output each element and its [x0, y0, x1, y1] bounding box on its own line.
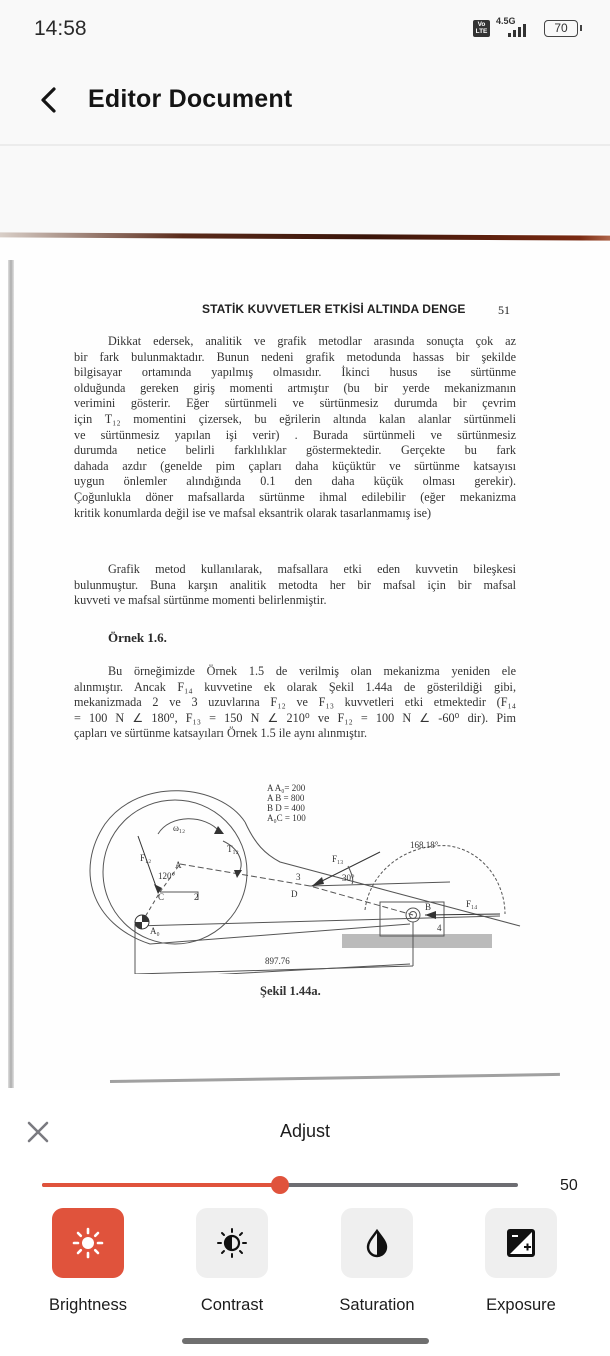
svg-text:D: D	[291, 889, 298, 899]
adjust-tools	[0, 1208, 610, 1318]
running-head: STATİK KUVVETLER ETKİSİ ALTINDA DENGE	[202, 302, 466, 316]
svg-text:A B = 800: A B = 800	[267, 793, 305, 803]
status-bar	[0, 0, 610, 60]
mechanism-figure	[80, 774, 540, 974]
svg-text:897.76: 897.76	[265, 956, 290, 966]
svg-text:168.18°: 168.18°	[410, 840, 439, 850]
saturation-drop-icon	[362, 1228, 392, 1258]
svg-text:A: A	[175, 860, 182, 870]
tool-brightness[interactable]	[38, 1208, 138, 1315]
svg-text:F₁₂: F₁₂	[140, 853, 152, 863]
svg-text:A₀C = 100: A₀C = 100	[267, 813, 306, 823]
status-time: 14:58	[34, 17, 87, 40]
tool-label: Contrast	[200, 1296, 264, 1314]
home-indicator[interactable]	[182, 1338, 429, 1344]
adjust-slider[interactable]	[42, 1176, 518, 1194]
app-bar	[0, 60, 610, 146]
document-page-image	[0, 234, 610, 1090]
svg-text:B D = 400: B D = 400	[267, 803, 305, 813]
slider-value: 50	[560, 1177, 578, 1194]
brightness-icon	[71, 1226, 105, 1260]
example-title: Örnek 1.6.	[108, 630, 167, 645]
back-button[interactable]	[30, 82, 66, 118]
tool-saturation[interactable]	[327, 1208, 427, 1315]
svg-text:30°: 30°	[342, 873, 355, 883]
status-icons	[473, 18, 578, 38]
svg-text:F₁₄: F₁₄	[466, 899, 478, 909]
tool-label: Saturation	[339, 1296, 415, 1314]
tool-exposure[interactable]	[471, 1208, 571, 1315]
document-preview[interactable]	[0, 148, 610, 1090]
slider-fill	[42, 1183, 280, 1187]
svg-text:A A₀= 200: A A₀= 200	[267, 783, 306, 793]
svg-text:3: 3	[296, 872, 301, 882]
svg-text:4: 4	[437, 923, 442, 933]
network-type: 4.5G	[496, 16, 516, 26]
svg-text:T₁₂: T₁₂	[227, 844, 239, 854]
paragraph-1: Dikkat edersek, analitik ve grafik metodlar arasında sonuçta çok az bir fark bulunmaktadır. Bunun nedeni grafik metodunda hassas bir şekilde bilgisayar ortamında yapılmış olmasıdır. İkinci husus ise sürtünme olduğunda gereken giriş momenti artmıştır (bu bir yerde mekanizmanın verimini gösterir. Eğer sürtünmeli ve sürtünmesiz durumda bir çevrim için T₁₂ momentini çizersek, bu eğrilerin altında kalan alanlar sürtünmeli ve sürtünmesiz yapılan işi verir) . Burada sürtünmeli ve sürtünmesiz durumda netice belirli farklılıklar göstermektedir. Gerçekte bu fark dahada azdır (genelde pim çapları daha küçüktür ve sürtünme katsayısı uygun önlemler alındığında 0.1 den daha küçük olması gerekir). Çoğunlukla döner mafsallarda sürtünme ihmal edilebilir (eğer mekanizma kritik konumlarda değil ise ve mafsal eksantrik olarak tasarlanmamış ise)	[74, 334, 516, 520]
svg-text:2: 2	[194, 892, 199, 902]
page-spine	[8, 260, 14, 1088]
svg-text:A₀: A₀	[150, 926, 160, 936]
paragraph-3: Bu örneğimizde Örnek 1.5 de verilmiş olan mekanizma yeniden ele alınmıştır. Ancak F₁₄ kuvvetine ek olarak Şekil 1.44a de gösterildiği gibi, mekanizmada 2 ve 3 uzuvlarına F₁₂ ve F₁₃ kuvvetleri etki etmektedir (F₁₄ = 100 N ∠ 180⁰, F₁₃ = 150 N ∠ 210⁰ ve F₁₂ = 100 N ∠ -60⁰ dir). Pim çapları ve sürtünme katsayıları Örnek 1.5 ile aynı alınmıştır.	[74, 664, 516, 741]
exposure-icon	[505, 1227, 537, 1259]
contrast-icon	[215, 1226, 249, 1260]
chevron-left-icon	[37, 86, 59, 114]
tool-contrast[interactable]	[182, 1208, 282, 1315]
paragraph-2: Grafik metod kullanılarak, mafsallara etki eden kuvvetin bileşkesi bulunmuştur. Buna karşın analitik metodta her bir mafsal için bir mafsal kuvveti ve mafsal sürtünme momenti belirlenmiştir.	[74, 562, 516, 608]
adjust-panel	[0, 1090, 610, 1356]
volte-icon: Vo LTE	[473, 20, 490, 37]
panel-title: Adjust	[279, 1121, 331, 1141]
page-bottom-edge	[110, 1073, 560, 1083]
slider-thumb[interactable]	[271, 1176, 289, 1194]
svg-text:ω₁₂: ω₁₂	[173, 823, 186, 833]
page-title: Editor Document	[88, 85, 293, 113]
svg-text:C: C	[158, 892, 165, 902]
page-edge	[0, 232, 610, 240]
svg-text:120°: 120°	[158, 871, 176, 881]
figure-caption: Şekil 1.44a.	[260, 984, 321, 998]
page-number: 51	[498, 303, 510, 317]
svg-text:F₁₃: F₁₃	[332, 854, 344, 864]
tool-label: Brightness	[49, 1296, 127, 1314]
svg-text:B: B	[425, 902, 432, 912]
tool-label: Exposure	[486, 1296, 556, 1314]
battery-level: 70	[554, 20, 568, 35]
signal-icon	[496, 18, 538, 38]
battery-icon	[544, 20, 578, 37]
